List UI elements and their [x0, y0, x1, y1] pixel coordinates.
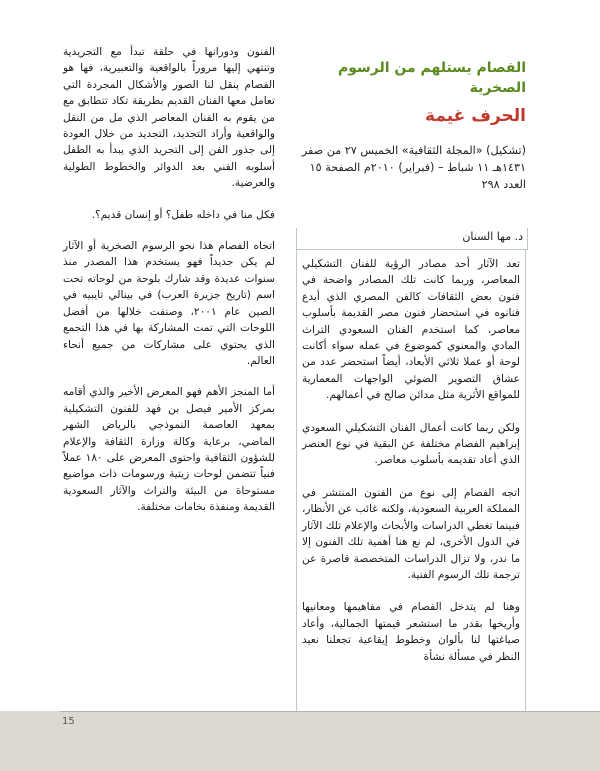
article-header [296, 58, 526, 663]
paragraph: أما المنجز الأهم فهو المعرض الأخير والذي أقامه بمركز الأمير فيصل بن فهد للفنون التشكيلية بمعهد العاصمة النموذجي بالرياض الشهر الماضي، برعاية وكالة وزارة الثقافة والإعلام للشؤون الثقافية واحتوى المعرض على ١٨٠ عملاً فنياً تتضمن لوحات زيتية ورسومات ذات مواضيع مستوحاة من البيئة والتراث والآثار السعودية القديمة ومنفذة بخامات مختلفة. [63, 386, 275, 514]
artist-name: الحرف غيمة [425, 106, 526, 126]
article-title: الفصام يستلهم من الرسوم الصخرية [337, 60, 526, 96]
footer-bar [0, 711, 600, 771]
article-citation: (تشكيل) «المجلة الثقافية» الخميس ٢٧ من صفر ١٤٣١هـ ١١ شباط – (فبراير) ٢٠١٠م الصفحة ١٥ العدد ٢٩٨ [301, 144, 526, 191]
byline-box [296, 228, 528, 250]
page-number: 15 [62, 716, 75, 727]
paragraph: تعد الآثار أحد مصادر الرؤية للفنان التشكيلي المعاصر، وربما كانت تلك المصادر واضحة في فنون بعض الثقافات كالفن المصري الذي أبدع فنانوه في استحضار فنون مصر القديمة بأسلوب معاصر، كما استخدم الفنان السعودي التراث المادي والمعنوي كموضوع في عمله سواء أكانت لوحة أو عملا ثلاثي الأبعاد، أيضاً استحضر عدد من عشاق التصوير الضوئي الواجهات المعمارية للمواقع الأثرية مثل مدائن صالح في أعمالهم. [302, 258, 520, 402]
left-column-body [63, 44, 275, 531]
paragraph: الفنون ودورانها في حلقة تبدأ مع التجريدية وتنتهي إليها مروراً بالواقعية والتعبيرية، فها هو الفصام ينقل لنا الصور والأشكال المجردة التي تعامل معها الفنان القديم بطريقة تكاد تتطابق مع من يقوم به الفنان المعاصر الذي مل من النقل والواقعية وأراد التجديد، التجديد من خلال العودة إلى جذور الفن إلى التجريد الذي يبدأ به الطفل أسلوبه الفني بعد الدوائر والخطوط الطولية والعرضية. [63, 46, 275, 190]
right-column-body [302, 256, 520, 681]
footer-divider [60, 711, 600, 712]
paragraph: اتجه الفصام إلى نوع من الفنون المنتشر في المملكة العربية السعودية، ولكنه غائب عن الأنظار، فبينما تغطي الدراسات والأبحاث والإعلام تلك الآثار في الدول الأخرى، لم نع هنا أهمية تلك الفنون إلا ما ندر، ولا تزال الدراسات المتخصصة قاصرة عن ترجمة تلك الرسوم الفنية. [302, 486, 520, 581]
byline: د. مها السنان [462, 230, 523, 243]
paragraph: ولكن ربما كانت أعمال الفنان التشكيلي السعودي إبراهيم الفصام مختلفة عن البقية في نوع العنصر الذي أعاد تقديمه بأسلوب معاصر. [302, 421, 520, 467]
paragraph: اتجاه الفصام هذا نحو الرسوم الصخرية أو الآثار لم يكن جديداً فهو يستخدم هذا المصدر منذ سنوات عديدة وقد شارك بلوحة من لوحاته تحت اسم (تاريخ جزيرة العرب) في بينالي تايبيه في الصين عام ٢٠٠١، وصنفت خلالها من أفضل اللوحات التي تمت المشاركة بها في هذا التجمع الذي يحتوي على مشاركات من جميع أنحاء العالم. [63, 240, 275, 367]
paragraph: وهنا لم يتدخل الفصام في مفاهيمها ومعانيها وأريخها بقدر ما استشعر قيمتها الجمالية، وأعاد صياغتها لنا بألوان وخطوط إيقاعية تجعلنا نعيد النظر في مسألة نشأة [302, 601, 520, 663]
paragraph: فكل منا في داخله طفل؟ أو إنسان قديم؟. [91, 208, 275, 221]
